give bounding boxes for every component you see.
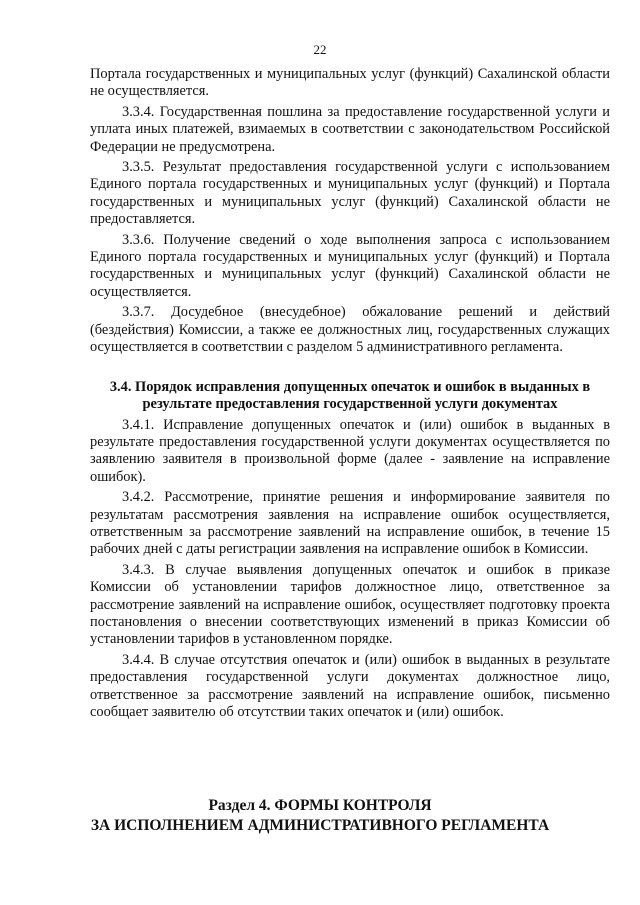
part-title-line-1: Раздел 4. ФОРМЫ КОНТРОЛЯ [208, 797, 432, 814]
paragraph-3-4-3: 3.4.3. В случае выявления допущенных опечаток и ошибок в приказе Комиссии об установлении тарифов должностное лицо, ответственное за рассмотрение заявлений на исправление ошибок, осуществляет подготовку проекта постановления о внесении соответствующих изменений в приказ Комиссии об установлении тарифов в установленном порядке. [90, 561, 610, 648]
paragraph-3-4-1: 3.4.1. Исправление допущенных опечаток и (или) ошибок в выданных в результате предоставления государственной услуги документах осуществляется по заявлению заявителя в произвольной форме (далее - заявление на исправление ошибок). [90, 416, 610, 485]
paragraph-3-3-4: 3.3.4. Государственная пошлина за предоставление государственной услуги и уплата иных платежей, взимаемых в соответствии с законодательством Российской Федерации не предусмотрена. [90, 103, 610, 155]
part-title-line-2: ЗА ИСПОЛНЕНИЕМ АДМИНИСТРАТИВНОГО РЕГЛАМЕНТА [90, 817, 550, 834]
document-body [90, 66, 610, 724]
paragraph-portal-continuation: Портала государственных и муниципальных услуг (функций) Сахалинской области не осуществляется. [90, 66, 610, 100]
paragraph-3-4-2: 3.4.2. Рассмотрение, принятие решения и информирование заявителя по результатам рассмотрения заявления на исправление ошибок осуществляется, ответственным за рассмотрение заявлений на исправление ошибок, в течение 15 рабочих дней с даты регистрации заявления на исправление ошибок в Комиссии. [90, 489, 610, 558]
paragraph-3-3-5: 3.3.5. Результат предоставления государственной услуги с использованием Единого портала государственных и муниципальных услуг (функций) и Портала государственных и муниципальных услуг (функций) Сахалинской области не предоставляется. [90, 159, 610, 228]
paragraph-3-3-7: 3.3.7. Досудебное (внесудебное) обжалование решений и действий (бездействия) Комиссии, а также ее должностных лиц, государственных служащих осуществляется в соответствии с разделом 5 административного регламента. [90, 304, 610, 356]
paragraph-3-3-6: 3.3.6. Получение сведений о ходе выполнения запроса с использованием Единого портала государственных и муниципальных услуг (функций) и Портала государственных и муниципальных услуг (функций) Сахалинской области не осуществляется. [90, 231, 610, 300]
paragraph-3-4-4: 3.4.4. В случае отсутствия опечаток и (или) ошибок в выданных в результате предоставления государственной услуги документах должностное лицо, ответственное за рассмотрение заявлений на исправление ошибок, письменно сообщает заявителю об отсутствии таких опечаток и (или) ошибок. [90, 651, 610, 720]
section-title-3-4: 3.4. Порядок исправления допущенных опечаток и ошибок в выданных в результате предоставления государственной услуги документах [109, 378, 591, 412]
page-number: 22 [313, 42, 327, 57]
